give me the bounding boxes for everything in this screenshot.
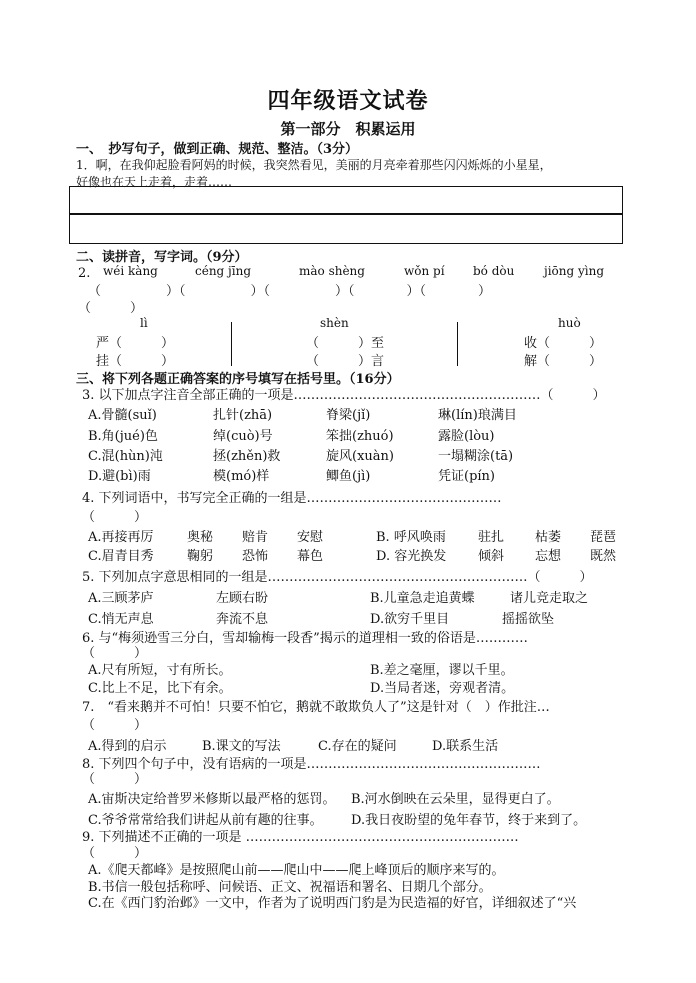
q2-number: 2.: [78, 266, 91, 281]
q6-b: B.差之毫厘，谬以千里。: [370, 663, 514, 678]
section1-heading: 一、 抄写句子，做到正确、规范、整洁。（3分）: [76, 142, 359, 157]
pinyin-last-bracket[interactable]: （ ）: [78, 301, 144, 316]
divider: [231, 322, 232, 366]
pinyin-6: jiōng yìng: [544, 264, 605, 278]
page-title: 四年级语文试卷: [267, 88, 429, 114]
q8-stem: 8. 下列四个句子中，没有语病的一项是………………………………………………: [82, 757, 541, 772]
q3-d3: 鲫鱼(jì): [326, 469, 371, 484]
q7-stem: 7. “看来鹅并不可怕！只要不怕它，鹅就不敢欺负人了”这是针对（ ）作批注…: [82, 700, 550, 715]
q4-a2: 奥秘: [187, 530, 214, 545]
poly-shou[interactable]: 收（ ）: [524, 336, 603, 351]
q3-b2: 绰(cuò)号: [213, 429, 273, 444]
q7-bracket[interactable]: （ ）: [82, 718, 148, 733]
q3-b4: 露脸(lòu): [438, 429, 495, 444]
q5-d1: D.欲穷千里目: [370, 612, 450, 627]
poly-yanword[interactable]: （ ）言: [306, 354, 385, 369]
q4-a3: 赔肯: [242, 530, 269, 545]
q4-c3: 恐怖: [242, 549, 269, 564]
q3-c1: C.混(hùn)沌: [88, 449, 163, 464]
q6-c: C.比上不足，比下有余。: [88, 681, 232, 696]
q6-stem: 6. 与“梅须逊雪三分白，雪却输梅一段香”揭示的道理相一致的俗语是…………: [82, 631, 528, 646]
q5-c1: C.悄无声息: [88, 612, 154, 627]
q4-b1: B. 呼风唤雨: [376, 530, 446, 545]
poly-zhi[interactable]: （ ）至: [306, 336, 385, 351]
q5-d2: 摇摇欲坠: [502, 612, 555, 627]
q4-bracket[interactable]: （ ）: [82, 510, 148, 525]
pinyin-brackets[interactable]: （ ）（ ）（ ）（ ）（ ）: [88, 284, 492, 299]
q5-b1: B.儿童急走追黄蝶: [370, 591, 475, 606]
q3-a2: 扎针(zhā): [213, 408, 273, 423]
q3-c2: 拯(zhěn)救: [213, 449, 281, 464]
section3-heading: 三、将下列各题正确答案的序号填写在括号里。（16分）: [76, 372, 400, 387]
q3-stem: 3. 以下加点字注音全部正确的一项是…………………………………………………（ ）: [82, 388, 606, 403]
part-heading: 第一部分 积累运用: [280, 120, 416, 138]
q3-d2: 模(mó)样: [213, 469, 270, 484]
q1-line2: 好像也在天上走着，走着……: [76, 175, 233, 189]
q5-a2: 左顾右盼: [216, 591, 269, 606]
q8-a: A.宙斯决定给普罗米修斯以最严格的惩罚。: [88, 792, 336, 807]
divider: [457, 322, 458, 366]
q4-a4: 安慰: [297, 530, 324, 545]
section2-heading: 二、读拼音，写字词。（9分）: [76, 250, 248, 265]
q4-b3: 枯萎: [535, 530, 562, 545]
q4-d1: D. 容光换发: [376, 549, 447, 564]
q3-a4: 琳(lín)琅满目: [438, 408, 517, 423]
poly-pinyin-li: lì: [140, 316, 148, 330]
q7-b: B.课文的写法: [202, 739, 281, 754]
q3-b1: B.角(jué)色: [88, 429, 158, 444]
q4-c4: 幕色: [297, 549, 324, 564]
q3-b3: 笨拙(zhuó): [326, 429, 394, 444]
q8-b: B.河水倒映在云朵里，显得更白了。: [351, 792, 560, 807]
q5-b2: 诸儿竞走取之: [510, 591, 589, 606]
q4-stem: 4. 下列词语中，书写完全正确的一组是………………………………………: [82, 491, 502, 506]
q5-stem: 5. 下列加点字意思相同的一组是……………………………………………………（ ）: [82, 570, 593, 585]
q7-a: A.得到的启示: [88, 739, 167, 754]
q9-stem: 9. 下列描述不正确的一项是 ………………………………………………………: [82, 830, 519, 845]
q9-b: B.书信一般包括称呼、问候语、正文、祝福语和署名、日期几个部分。: [88, 880, 492, 895]
q6-d: D.当局者迷，旁观者清。: [370, 681, 515, 696]
q9-c: C.在《西门豹治邺》一文中，作者为了说明西门豹是为民造福的好官，详细叙述了“兴: [88, 896, 577, 911]
q3-c3: 旋风(xuàn): [326, 449, 394, 464]
q5-c2: 奔流不息: [216, 612, 269, 627]
pinyin-3: mào shèng: [299, 264, 365, 278]
q7-c: C.存在的疑问: [318, 739, 397, 754]
q1-line1: 1．啊，在我仰起脸看阿妈的时候，我突然看见，美丽的月亮牵着那些闪闪烁烁的小星星，: [76, 158, 552, 172]
poly-yan[interactable]: 严（ ）: [96, 336, 175, 351]
poly-gua[interactable]: 挂（ ）: [96, 354, 175, 369]
q3-a1: A.骨髓(suǐ): [88, 408, 157, 423]
q8-d: D.我日夜盼望的兔年春节，终于来到了。: [351, 813, 587, 828]
q3-a3: 脊梁(jǐ): [326, 408, 371, 423]
q8-c: C.爷爷常常给我们讲起从前有趣的往事。: [88, 813, 323, 828]
q3-d1: D.避(bì)雨: [88, 469, 151, 484]
q5-a1: A.三顾茅庐: [88, 591, 154, 606]
q4-d4: 既然: [590, 549, 617, 564]
q4-b2: 驻扎: [478, 530, 505, 545]
q4-c1: C.眉青目秀: [88, 549, 154, 564]
pinyin-1: wéi kàng: [103, 264, 158, 278]
q4-c2: 鞠躬: [187, 549, 214, 564]
q7-d: D.联系生活: [432, 739, 499, 754]
q9-bracket[interactable]: （ ）: [82, 846, 148, 861]
q4-d2: 倾斜: [478, 549, 505, 564]
pinyin-2: céng jīng: [195, 264, 252, 278]
poly-pinyin-shen: shèn: [320, 316, 349, 330]
poly-pinyin-huo: huò: [558, 316, 581, 330]
q3-d4: 凭证(pín): [438, 469, 495, 484]
q6-bracket[interactable]: （ ）: [82, 646, 148, 661]
q4-b4: 琵琶: [590, 530, 617, 545]
q4-d3: 忘想: [535, 549, 562, 564]
copy-box-2[interactable]: [69, 214, 623, 244]
q3-c4: 一塌糊涂(tā): [438, 449, 514, 464]
q9-a: A.《爬天都峰》是按照爬山前——爬山中——爬上峰顶后的顺序来写的。: [88, 863, 505, 878]
q6-a: A.尺有所短，寸有所长。: [88, 663, 232, 678]
pinyin-5: bó dòu: [473, 264, 515, 278]
copy-box-1[interactable]: [69, 186, 623, 214]
poly-jie[interactable]: 解（ ）: [524, 354, 603, 369]
q4-a1: A.再接再厉: [88, 530, 154, 545]
pinyin-4: wǒn pí: [404, 264, 445, 278]
q8-bracket[interactable]: （ ）: [82, 772, 148, 787]
